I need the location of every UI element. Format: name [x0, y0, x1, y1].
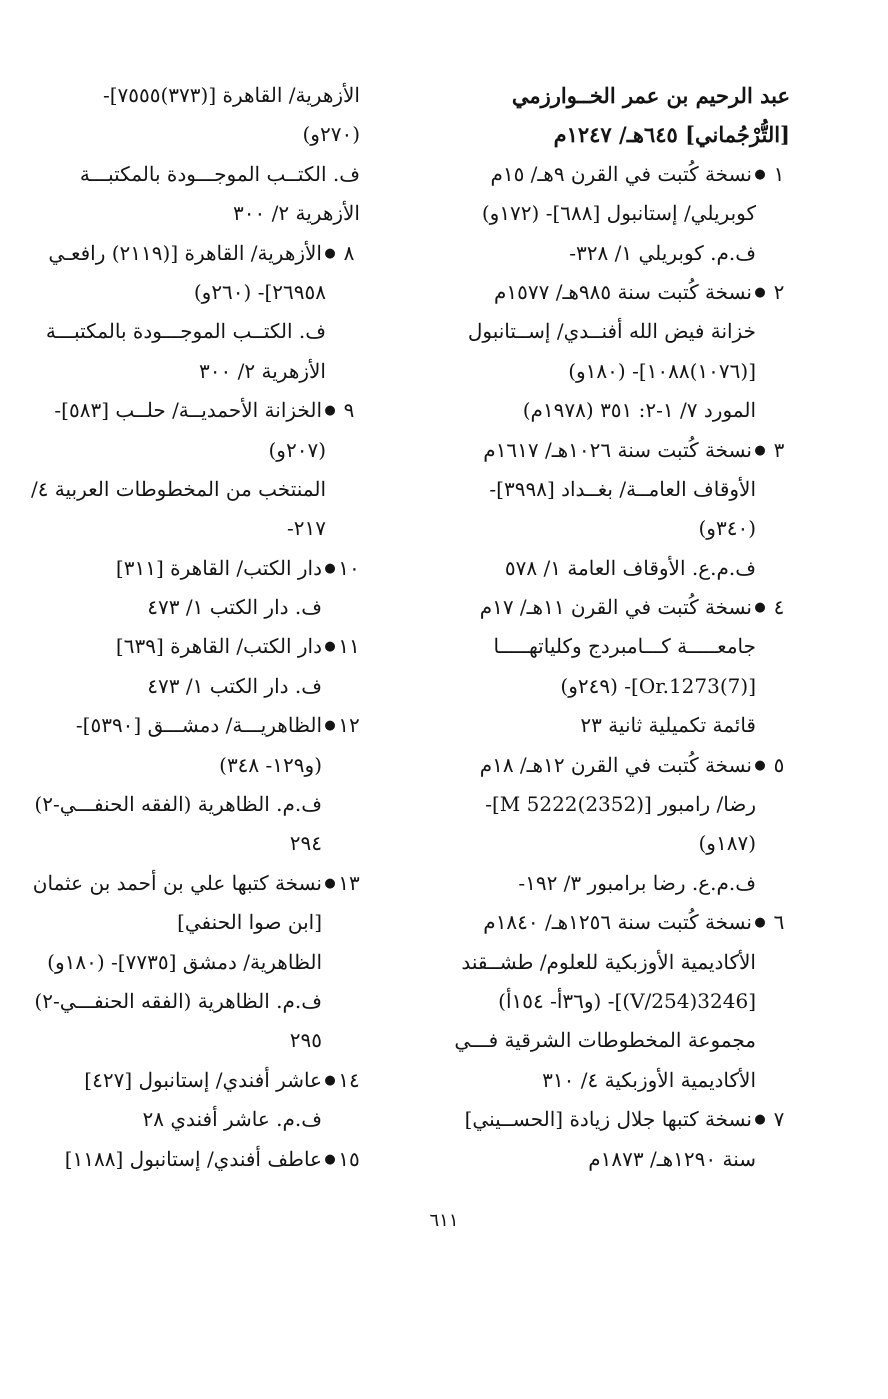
bullet-icon: ● [754, 757, 766, 773]
entry-text: عاشر أفندي/ إستانبول [٤٢٧] [84, 1067, 322, 1092]
entry-text: نسخة كُتبت سنة ١٢٥٦هـ/ ١٨٤٠م [483, 910, 752, 935]
entry-line: ف.م.ع. رضا برامبور ٣/ ١٩٢- [518, 870, 756, 895]
entry-text: الظاهريـــة/ دمشـــق [٥٣٩٠]- [75, 713, 322, 738]
entry-first-line [48, 234, 360, 273]
entry-number: ٢ [773, 279, 785, 304]
bullet-icon: ● [324, 403, 336, 419]
entry-line: (٣٤٠و) [698, 516, 756, 541]
bullet-icon: ● [324, 639, 336, 655]
entry-first-line [48, 627, 360, 666]
manuscript-entry [438, 273, 790, 431]
bullet-icon: ● [324, 1151, 336, 1167]
bullet-icon: ● [754, 915, 766, 931]
entry-line: ف. الكتــب الموجـــودة بالمكتبـــة [45, 319, 326, 344]
entry-line: [(١٠٧٦)١٠٨٨]- (١٨٠و) [568, 358, 756, 383]
entry-line: جامعـــــة كـــامبردج وكلياتهـــــا [493, 634, 756, 659]
entry-line: ف. دار الكتب ١/ ٤٧٣ [147, 595, 322, 620]
entry-text: عاطف أفندي/ إستانبول [١١٨٨] [64, 1146, 322, 1171]
right-column [438, 76, 790, 1179]
manuscript-entry [48, 76, 360, 234]
entry-line: قائمة تكميلية ثانية ٢٣ [580, 713, 756, 738]
entry-number: ١٥ [338, 1146, 360, 1171]
entry-line: ف.م.ع. الأوقاف العامة ١/ ٥٧٨ [504, 555, 756, 580]
manuscript-entry [45, 234, 360, 392]
entry-first-line [32, 864, 360, 903]
entry-line: سنة ١٢٩٠هـ/ ١٨٧٣م [588, 1146, 756, 1171]
entry-text: الأزهرية/ القاهرة [(٢١١٩) رافعـي [48, 240, 322, 265]
entry-number: ٨ [343, 240, 355, 265]
bullet-icon: ● [324, 875, 336, 891]
entry-text: نسخة كُتبت سنة ٩٨٥هـ/ ١٥٧٧م [494, 279, 752, 304]
entry-text: نسخة كتبها جلال زيادة [الحســيني] [464, 1107, 752, 1132]
entry-number: ٩ [343, 398, 355, 423]
entry-line: مجموعة المخطوطات الشرقية فـــي [454, 1028, 756, 1053]
entry-first-line [48, 549, 360, 588]
entry-line: ف.م. عاشر أفندي ٢٨ [142, 1107, 322, 1132]
entry-first-line [48, 1140, 360, 1179]
entry-first-line [438, 903, 790, 942]
bullet-icon: ● [754, 1112, 766, 1128]
entry-line: رضا/ رامبور [M 5222(2352)]- [485, 792, 756, 817]
manuscript-entry [48, 627, 360, 706]
manuscript-entry [438, 746, 790, 904]
entry-line: الظاهرية/ دمشق [٧٧٣٥]- (١٨٠و) [47, 949, 322, 974]
left-column [30, 76, 360, 1179]
entry-line: ف.م. الظاهرية (الفقه الحنفـــي-٢) [34, 792, 322, 817]
manuscript-entry [30, 391, 360, 549]
bullet-icon: ● [754, 600, 766, 616]
entry-line: كوبريلي/ إستانبول [٦٨٨]- (١٧٢و) [481, 201, 756, 226]
entry-number: ٤ [773, 595, 785, 620]
entry-line: الأوقاف العامــة/ بغــداد [٣٩٩٨]- [489, 476, 756, 501]
entry-number: ٦ [773, 910, 785, 935]
entry-line: الأكاديمية الأوزبكية للعلوم/ طشــقند [461, 949, 756, 974]
entry-text: نسخة كُتبت في القرن ١١هـ/ ١٧م [479, 595, 752, 620]
manuscript-entry [438, 588, 790, 746]
entry-line: (٢٠٧و) [268, 437, 326, 462]
entry-text: نسخة كُتبت في القرن ٩هـ/ ١٥م [490, 161, 752, 186]
entry-first-line [438, 273, 790, 312]
entry-line: ٢٩٤ [289, 831, 322, 856]
entry-text: نسخة كُتبت سنة ١٠٢٦هـ/ ١٦١٧م [483, 437, 752, 462]
entry-number: ١٣ [338, 870, 360, 895]
entry-line: ف.م. كوبريلي ١/ ٣٢٨- [569, 240, 756, 265]
entry-line: الأزهرية ٢/ ٣٠٠ [233, 201, 360, 226]
entry-number: ٧ [773, 1107, 785, 1132]
entry-line: [Or.1273(7)]- (٢٤٩و) [560, 673, 756, 698]
entry-line: المورد ٧/ ١-٢: ٣٥١ (١٩٧٨م) [522, 398, 756, 423]
entry-line: ف.م. الظاهرية (الفقه الحنفـــي-٢) [34, 988, 322, 1013]
entry-number: ٣ [773, 437, 785, 462]
entry-number: ١٠ [338, 555, 360, 580]
manuscript-entry [32, 864, 360, 1061]
bullet-icon: ● [324, 718, 336, 734]
page-number: ٦١١ [429, 1210, 459, 1231]
entry-line: خزانة فيض الله أفنــدي/ إســتانبول [467, 319, 756, 344]
entry-line: [ابن صوا الحنفي] [177, 910, 322, 935]
entry-text: نسخة كتبها علي بن أحمد بن عثمان [32, 870, 322, 895]
author-title-line-2: [التُّرْجُماني] ٦٤٥هـ/ ١٢٤٧م [553, 122, 790, 148]
entry-line: ٢١٧- [287, 516, 326, 541]
entry-text: دار الكتب/ القاهرة [٦٣٩] [115, 634, 322, 659]
bullet-icon: ● [754, 284, 766, 300]
entry-line: (٢٧٠و) [302, 122, 360, 147]
bullet-icon: ● [324, 245, 336, 261]
entry-text: الخزانة الأحمديــة/ حلــب [٥٨٣]- [54, 398, 322, 423]
entry-text: نسخة كُتبت في القرن ١٢هـ/ ١٨م [479, 752, 752, 777]
entry-line: (١٨٧و) [698, 831, 756, 856]
entry-number: ١ [773, 161, 785, 186]
bullet-icon: ● [324, 1072, 336, 1088]
entry-line: الأزهرية/ القاهرة [(٣٧٣)٧٥٥٥]- [102, 83, 360, 107]
entry-text: دار الكتب/ القاهرة [٣١١] [115, 555, 322, 580]
manuscript-entry [438, 431, 790, 589]
entry-line: ٢٦٩٥٨]- (٢٦٠و) [193, 279, 326, 304]
entry-first-line [438, 431, 790, 470]
entry-line: الأكاديمية الأوزبكية ٤/ ٣١٠ [542, 1067, 756, 1092]
manuscript-entry [438, 1100, 790, 1179]
entry-line: ف. الكتــب الموجـــودة بالمكتبـــة [79, 161, 360, 186]
manuscript-entry [34, 706, 360, 864]
entry-line: الأزهرية ٢/ ٣٠٠ [199, 358, 326, 383]
entry-first-line [438, 155, 790, 194]
entry-line: المنتخب من المخطوطات العربية ٤/ [30, 476, 326, 501]
entry-number: ١٢ [338, 713, 360, 738]
author-title-line-1: عبد الرحيم بن عمر الخــوارزمي [511, 83, 790, 108]
entry-line: [3246(254/V)]- (و٣٦أ- ١٥٤أ) [498, 988, 756, 1013]
entry-first-line [438, 1100, 790, 1139]
manuscript-entry [48, 549, 360, 628]
entry-line: ف. دار الكتب ١/ ٤٧٣ [147, 673, 322, 698]
entry-first-line [438, 588, 790, 627]
manuscript-entry [48, 1061, 360, 1140]
entry-first-line [48, 706, 360, 745]
bullet-icon: ● [754, 442, 766, 458]
entry-first-line [48, 391, 360, 430]
entry-first-line [48, 1061, 360, 1100]
entry-number: ١٤ [338, 1067, 360, 1092]
manuscript-entry [48, 1140, 360, 1179]
manuscript-entry [438, 903, 790, 1100]
entry-first-line [438, 746, 790, 785]
bullet-icon: ● [324, 560, 336, 576]
entry-line: (و١٢٩- ٣٤٨) [219, 752, 322, 777]
bullet-icon: ● [754, 166, 766, 182]
entry-number: ١١ [338, 634, 360, 659]
entry-line: ٢٩٥ [289, 1028, 322, 1053]
entry-number: ٥ [773, 752, 785, 777]
manuscript-entry [438, 155, 790, 273]
